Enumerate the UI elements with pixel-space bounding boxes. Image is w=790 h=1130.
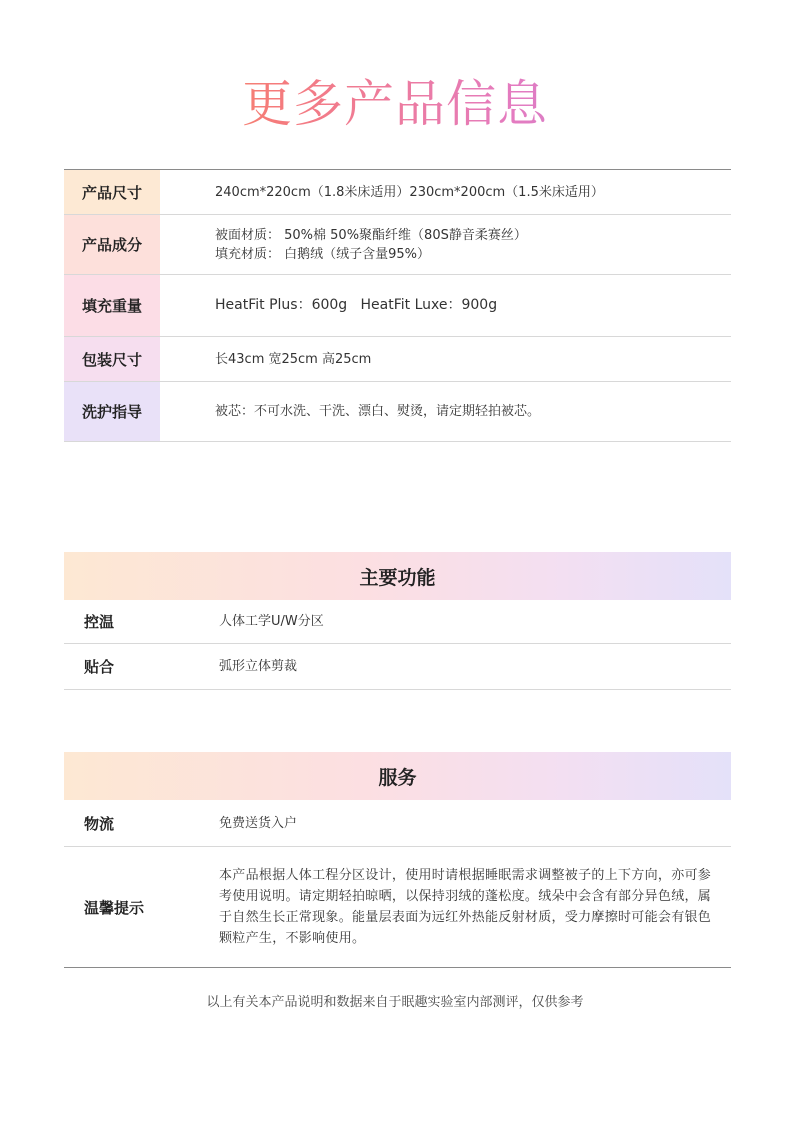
spec-value [160,296,497,315]
spec-label: 产品尺寸 [64,170,160,214]
service-row [64,847,731,968]
service-label: 物流 [84,814,115,833]
spec-label: 产品成分 [64,215,160,274]
spec-row-materials [64,215,731,275]
service-value: 免费送货入户 [219,815,298,831]
section-title: 服务 [64,752,731,800]
service-value: 本产品根据人体工程分区设计，使用时请根据睡眠需求调整被子的上下方向，亦可参考使用说明。请定期轻拍晾晒，以保持羽绒的蓬松度。绒朵中会含有部分异色绒，属于自然生长正常现象。能量层表面为远红外热能反射材质，受力摩擦时可能会有银色颗粒产生，不影响使用。 [219,868,712,946]
spec-row-package-size [64,337,731,382]
spec-value-line: 长43cm 宽25cm 高25cm [215,351,372,367]
spec-value-line: 填充材质： 白鹅绒（绒子含量95%） [215,246,431,262]
spec-value [160,350,371,369]
spec-row-size [64,170,731,215]
spec-value [160,402,540,421]
spec-value-line: 被面材质： 50%棉 50%聚酯纤维（80S静音柔赛丝） [215,227,527,243]
page-title: 更多产品信息 [0,72,790,136]
spec-label: 包装尺寸 [64,337,160,381]
spec-label: 洗护指导 [64,382,160,441]
feature-value: 人体工学U/W分区 [219,614,324,629]
section-title: 主要功能 [64,552,731,600]
feature-label: 贴合 [84,658,115,676]
spec-value-line: 被芯：不可水洗、干洗、漂白、熨烫，请定期轻拍被芯。 [215,404,541,419]
spec-value-line: 240cm*220cm（1.8米床适用）230cm*200cm（1.5米床适用） [215,184,604,200]
spec-label: 填充重量 [64,275,160,336]
spec-value [160,183,604,202]
service-section [64,752,731,968]
spec-value-line: HeatFit Plus：600g HeatFit Luxe：900g [215,297,498,313]
spec-row-care [64,382,731,442]
feature-value: 弧形立体剪裁 [219,659,298,674]
feature-row [64,644,731,690]
spec-row-fill-weight [64,275,731,337]
product-spec-table [64,169,731,442]
footer-note: 以上有关本产品说明和数据来自于眠趣实验室内部测评，仅供参考 [206,995,584,1010]
features-section [64,552,731,690]
service-label: 温馨提示 [84,898,145,917]
feature-row [64,600,731,644]
spec-value [160,226,527,264]
service-row [64,800,731,847]
feature-label: 控温 [84,613,115,631]
